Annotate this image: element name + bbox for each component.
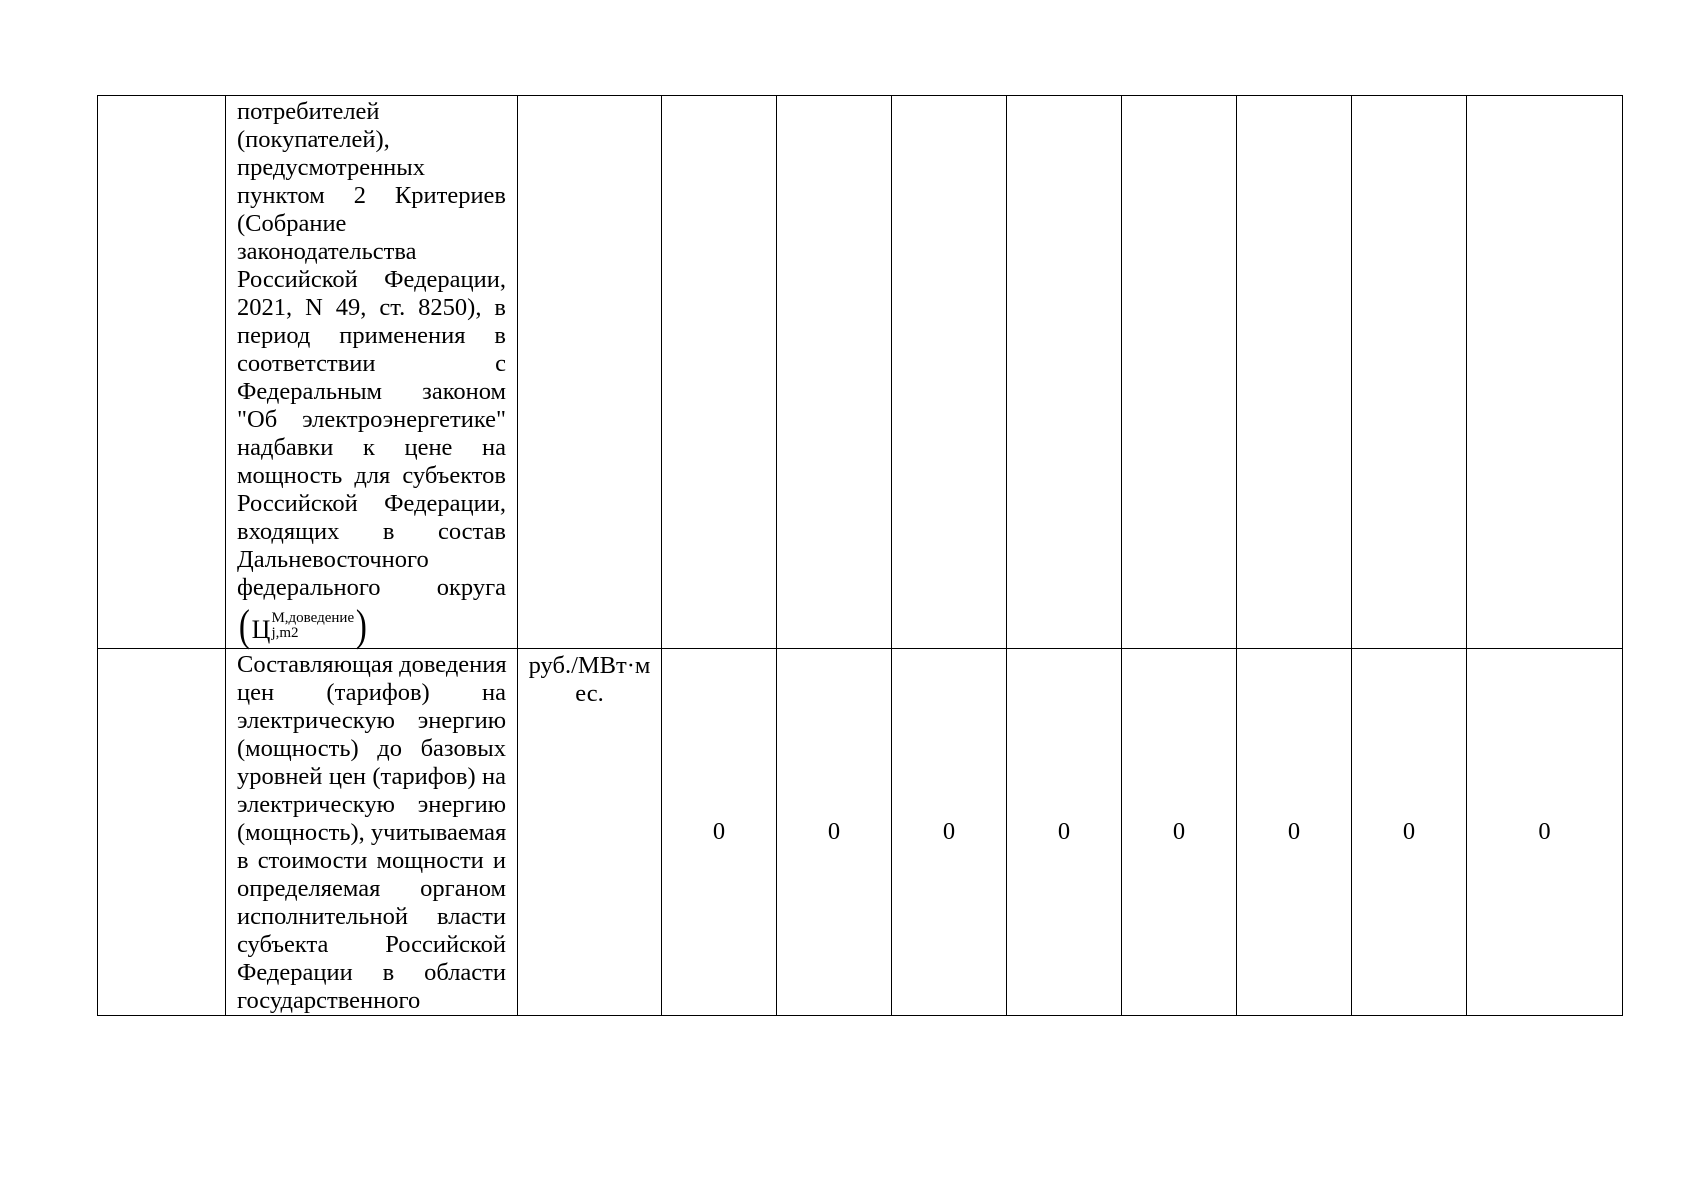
value-cell: 0	[1007, 649, 1122, 1016]
desc-line: субъекта Российской	[237, 931, 506, 958]
value-cell: 0	[777, 649, 892, 1016]
desc-line: цен (тарифов) на	[237, 679, 506, 706]
value-cell	[1467, 96, 1623, 649]
desc-line: период применения в	[237, 322, 506, 349]
desc-line: потребителей	[237, 98, 380, 125]
value-cell: 0	[1237, 649, 1352, 1016]
table-row	[98, 649, 1623, 1016]
desc-line: 2021, N 49, ст. 8250), в	[237, 294, 506, 321]
value-cell	[1352, 96, 1467, 649]
desc-line: пунктом 2 Критериев	[237, 182, 506, 209]
desc-line: исполнительной власти	[237, 903, 506, 930]
formula-scripts	[271, 611, 354, 641]
index-cell	[98, 96, 226, 649]
desc-line: (Собрание	[237, 210, 347, 237]
table-row	[98, 96, 1623, 649]
desc-line: соответствии с	[237, 350, 506, 377]
desc-line: определяемая органом	[237, 875, 506, 902]
formula-base: Ц	[251, 615, 271, 644]
unit-cell	[518, 96, 662, 649]
desc-line: государственного	[237, 987, 421, 1014]
value-cell	[777, 96, 892, 649]
desc-line: (мощность) до базовых	[237, 735, 506, 762]
desc-line: в стоимости мощности и	[237, 847, 506, 874]
tariff-table	[97, 95, 1623, 1016]
desc-line: Федерации в области	[237, 959, 506, 986]
desc-line: предусмотренных	[237, 154, 425, 181]
desc-line: федерального округа	[237, 574, 506, 601]
value-cell	[1007, 96, 1122, 649]
price-formula	[237, 601, 369, 650]
value-cell	[662, 96, 777, 649]
index-cell	[98, 649, 226, 1016]
desc-line: входящих в состав	[237, 518, 506, 545]
desc-line: Составляющая доведения	[237, 651, 507, 678]
value-cell: 0	[662, 649, 777, 1016]
desc-line: (мощность), учитываемая	[237, 819, 507, 846]
desc-line: электрическую энергию	[237, 707, 506, 734]
value-cell	[892, 96, 1007, 649]
formula-subscript: j,m2	[271, 625, 299, 641]
desc-line: законодательства	[237, 238, 417, 265]
unit-cell	[518, 649, 662, 1016]
desc-line: (покупателей),	[237, 126, 390, 153]
left-paren: (	[238, 601, 250, 650]
value-cell	[1237, 96, 1352, 649]
desc-line: уровней цен (тарифов) на	[237, 763, 506, 790]
right-paren: )	[355, 601, 367, 650]
description-cell	[226, 96, 518, 649]
desc-line: надбавки к цене на	[237, 434, 506, 461]
value-cell: 0	[892, 649, 1007, 1016]
desc-line: Федеральным законом	[237, 378, 506, 405]
desc-line: Российской Федерации,	[237, 490, 506, 517]
desc-line: Дальневосточного	[237, 546, 429, 573]
value-cell: 0	[1467, 649, 1623, 1016]
unit-line: ес.	[575, 680, 604, 707]
value-cell: 0	[1122, 649, 1237, 1016]
desc-line: электрическую энергию	[237, 791, 506, 818]
unit-line: руб./МВт·м	[528, 652, 651, 679]
desc-line: мощность для субъектов	[237, 462, 506, 489]
desc-line: "Об электроэнергетике"	[237, 406, 506, 433]
formula-superscript: М,доведение	[271, 610, 355, 626]
desc-line: Российской Федерации,	[237, 266, 506, 293]
value-cell: 0	[1352, 649, 1467, 1016]
value-cell	[1122, 96, 1237, 649]
description-cell	[226, 649, 518, 1016]
